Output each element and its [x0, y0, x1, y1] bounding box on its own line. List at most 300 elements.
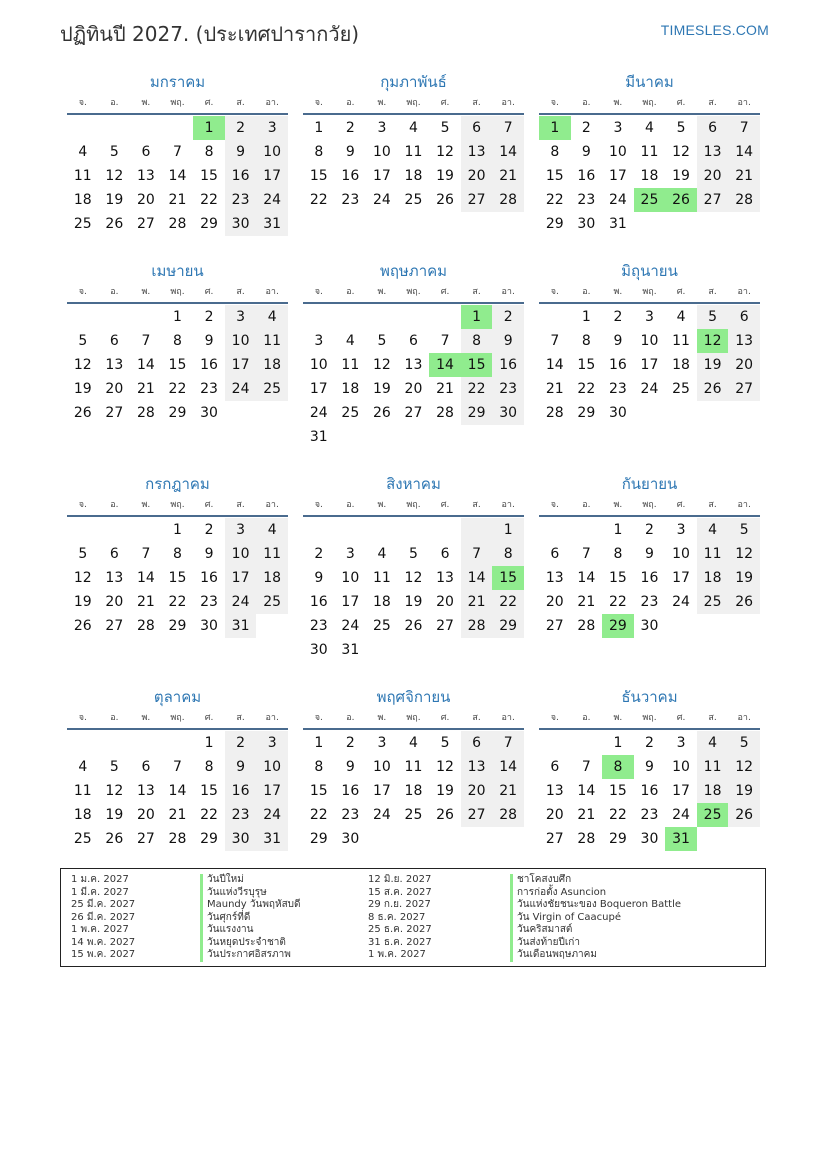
weekday-label: พ.	[613, 500, 623, 510]
legend-holiday-name: วันหยุดประจำชาติ	[200, 937, 301, 950]
day-cell: 2	[613, 309, 623, 325]
day-cell: 8	[204, 759, 214, 775]
month-block	[539, 260, 760, 425]
day-cell: 16	[200, 570, 218, 586]
weekday-label: ศ.	[204, 98, 214, 108]
day-cell: 15	[200, 783, 218, 799]
empty-cell	[398, 518, 430, 542]
weekday-label: อา.	[737, 98, 751, 108]
weekday-label: อ.	[346, 98, 355, 108]
legend-holiday-name: วันเดือนพฤษภาคม	[510, 949, 681, 962]
weekday-label: พฤ.	[642, 98, 657, 108]
weekday-label: จ.	[550, 713, 559, 723]
day-cell: 26	[436, 807, 454, 823]
month-block	[303, 686, 524, 851]
weekday-label: พ.	[377, 500, 387, 510]
weekday-label: พ.	[613, 98, 623, 108]
weekday-header	[67, 708, 288, 730]
weekday-label: พฤ.	[170, 287, 185, 297]
day-cell: 12	[372, 357, 391, 373]
day-cell: 24	[225, 377, 257, 401]
day-cell: 19	[672, 168, 690, 184]
day-cell: 14	[545, 357, 564, 373]
day-cell: 27	[545, 831, 564, 847]
day-cell: 12	[436, 144, 454, 160]
empty-cell	[67, 305, 99, 329]
weekday-label: จ.	[78, 287, 87, 297]
day-cell: 31	[341, 642, 360, 658]
day-cell: 27	[105, 405, 124, 421]
weekday-label: จ.	[314, 713, 323, 723]
day-cell: 5	[728, 731, 760, 755]
weekday-label: พฤ.	[406, 713, 421, 723]
day-cell: 17	[309, 381, 328, 397]
day-cell: 4	[377, 546, 387, 562]
brand-logo-text[interactable]: TIMESLES.COM	[660, 22, 769, 38]
weekday-label: จ.	[314, 98, 323, 108]
weekday-label: พ.	[141, 713, 151, 723]
day-cell: 23	[200, 594, 218, 610]
weekday-label: ส.	[472, 98, 481, 108]
legend-holiday-name: Maundy วันพฤหัสบดี	[200, 899, 301, 912]
day-cell: 29	[309, 831, 328, 847]
day-cell: 1	[173, 309, 182, 325]
day-cell: 27	[136, 216, 155, 232]
day-cell: 22	[200, 192, 218, 208]
day-cell: 5	[728, 518, 760, 542]
day-cell: 30	[309, 642, 328, 658]
days-grid	[303, 731, 524, 851]
day-cell: 29	[461, 401, 493, 425]
day-cell: 21	[577, 807, 596, 823]
day-cell: 10	[225, 329, 257, 353]
weekday-label: พฤ.	[406, 98, 421, 108]
day-cell: 13	[105, 570, 124, 586]
day-cell: 5	[78, 546, 88, 562]
weekday-label: อ.	[582, 98, 591, 108]
weekday-label: จ.	[78, 98, 87, 108]
holiday-legend	[60, 868, 766, 967]
weekday-header	[67, 495, 288, 517]
weekday-label: พฤ.	[170, 713, 185, 723]
weekday-label: ส.	[708, 98, 717, 108]
day-cell: 30	[492, 401, 524, 425]
day-cell: 26	[105, 831, 124, 847]
day-cell: 14	[168, 783, 187, 799]
day-cell: 19	[105, 807, 124, 823]
day-cell: 7	[492, 116, 524, 140]
day-cell: 6	[550, 759, 560, 775]
day-cell: 10	[608, 144, 627, 160]
legend-date: 25 มี.ค. 2027	[71, 899, 136, 910]
day-cell: 18	[672, 357, 690, 373]
weekday-label: ส.	[472, 713, 481, 723]
legend-date: 8 ธ.ค. 2027	[368, 911, 426, 923]
day-cell: 21	[461, 590, 493, 614]
day-cell: 11	[73, 783, 92, 799]
month-block	[303, 260, 524, 449]
day-cell: 22	[608, 807, 627, 823]
day-cell: 3	[314, 333, 324, 349]
day-cell: 29	[608, 831, 627, 847]
day-cell: 6	[697, 116, 729, 140]
month-name: กันยายน	[621, 475, 678, 493]
month-name: พฤศจิกายน	[376, 688, 451, 706]
day-cell: 10	[372, 144, 391, 160]
day-cell: 13	[436, 570, 454, 586]
day-cell: 24	[672, 807, 690, 823]
weekday-label: ส.	[236, 287, 245, 297]
weekday-label: จ.	[78, 500, 87, 510]
weekday-label: อ.	[346, 713, 355, 723]
day-cell: 3	[645, 309, 654, 325]
day-cell: 23	[577, 192, 596, 208]
day-cell: 11	[256, 329, 288, 353]
day-cell: 27	[105, 618, 124, 634]
day-cell: 4	[409, 120, 418, 136]
legend-right-names	[510, 874, 681, 962]
day-cell: 9	[225, 140, 257, 164]
legend-holiday-name: วันประกาศอิสรภาพ	[200, 949, 301, 962]
day-cell: 23	[640, 807, 659, 823]
day-cell: 5	[78, 333, 88, 349]
day-cell: 16	[309, 594, 328, 610]
day-cell: 15	[168, 357, 187, 373]
day-cell: 20	[461, 164, 493, 188]
day-cell: 18	[341, 381, 360, 397]
day-cell: 3	[256, 116, 288, 140]
day-cell: 21	[168, 192, 187, 208]
weekday-label: อา.	[501, 98, 515, 108]
day-cell: 18	[404, 783, 423, 799]
day-cell: 26	[372, 405, 391, 421]
days-grid	[539, 518, 760, 638]
empty-cell	[67, 518, 99, 542]
day-cell: 2	[645, 735, 654, 751]
day-cell: 13	[461, 755, 493, 779]
weekday-header	[539, 282, 760, 304]
day-cell: 17	[672, 570, 690, 586]
weekday-label: ศ.	[204, 500, 214, 510]
day-cell: 13	[404, 357, 423, 373]
empty-cell	[366, 305, 398, 329]
legend-holiday-name: วันแรงงาน	[200, 924, 301, 937]
day-cell: 3	[225, 305, 257, 329]
day-cell: 7	[173, 144, 182, 160]
day-cell: 15	[577, 357, 596, 373]
day-cell: 26	[728, 590, 760, 614]
empty-cell	[429, 518, 461, 542]
day-cell: 18	[256, 566, 288, 590]
day-cell: 21	[492, 779, 524, 803]
day-cell: 3	[676, 735, 686, 751]
day-cell: 21	[577, 594, 596, 610]
day-cell: 10	[225, 542, 257, 566]
day-cell: 4	[676, 309, 686, 325]
day-cell: 21	[136, 594, 155, 610]
day-cell: 11	[73, 168, 92, 184]
day-cell: 17	[372, 783, 391, 799]
day-cell: 5	[676, 120, 686, 136]
day-cell: 7	[173, 759, 182, 775]
legend-date: 1 พ.ค. 2027	[368, 949, 426, 960]
day-cell: 3	[676, 522, 686, 538]
day-cell: 23	[200, 381, 218, 397]
weekday-label: อา.	[265, 713, 279, 723]
day-cell: 30	[225, 827, 257, 851]
day-cell: 8	[204, 144, 214, 160]
day-cell: 14	[577, 570, 596, 586]
legend-date: 29 ก.ย. 2027	[368, 899, 431, 910]
weekday-label: จ.	[314, 287, 323, 297]
day-cell: 12	[73, 570, 92, 586]
legend-holiday-name: วันแห่งชัยชนะของ Boqueron Battle	[510, 899, 681, 912]
day-cell: 24	[309, 405, 328, 421]
month-name: สิงหาคม	[386, 475, 441, 493]
day-cell: 27	[728, 377, 760, 401]
weekday-header	[303, 93, 524, 115]
weekday-header	[303, 495, 524, 517]
day-cell: 4	[256, 305, 288, 329]
day-cell: 9	[581, 144, 591, 160]
day-cell: 24	[372, 807, 391, 823]
day-cell: 6	[409, 333, 418, 349]
month-name: มกราคม	[149, 73, 206, 91]
day-cell: 5	[440, 120, 450, 136]
day-cell: 22	[492, 590, 524, 614]
weekday-label: พ.	[377, 98, 387, 108]
holiday-day-cell: 12	[697, 329, 729, 353]
days-grid	[539, 731, 760, 851]
day-cell: 5	[697, 305, 729, 329]
day-cell: 3	[345, 546, 355, 562]
day-cell: 25	[404, 807, 423, 823]
day-cell: 26	[105, 216, 124, 232]
day-cell: 26	[404, 618, 423, 634]
day-cell: 18	[404, 168, 423, 184]
day-cell: 22	[577, 381, 596, 397]
day-cell: 29	[200, 216, 218, 232]
day-cell: 11	[697, 755, 729, 779]
day-cell: 24	[672, 594, 690, 610]
day-cell: 25	[404, 192, 423, 208]
weekday-label: ศ.	[440, 500, 450, 510]
day-cell: 24	[256, 188, 288, 212]
day-cell: 11	[697, 542, 729, 566]
weekday-label: อ.	[110, 713, 119, 723]
day-cell: 2	[345, 735, 355, 751]
legend-holiday-name: วัน Virgin of Caacupé	[510, 912, 681, 925]
day-cell: 2	[581, 120, 591, 136]
day-cell: 7	[141, 546, 151, 562]
days-grid	[539, 305, 760, 425]
weekday-label: จ.	[314, 500, 323, 510]
day-cell: 28	[545, 405, 564, 421]
holiday-day-cell: 31	[665, 827, 697, 851]
weekday-label: พ.	[377, 287, 387, 297]
day-cell: 11	[372, 570, 391, 586]
holiday-day-cell: 15	[461, 353, 493, 377]
day-cell: 30	[640, 831, 659, 847]
day-cell: 31	[608, 216, 627, 232]
day-cell: 20	[545, 594, 564, 610]
day-cell: 30	[577, 216, 596, 232]
holiday-day-cell: 25	[697, 803, 729, 827]
weekday-label: ศ.	[204, 713, 214, 723]
day-cell: 4	[78, 144, 88, 160]
day-cell: 19	[73, 381, 92, 397]
day-cell: 9	[314, 570, 324, 586]
day-cell: 18	[697, 566, 729, 590]
day-cell: 27	[404, 405, 423, 421]
day-cell: 28	[492, 188, 524, 212]
day-cell: 22	[545, 192, 564, 208]
empty-cell	[398, 305, 430, 329]
day-cell: 9	[645, 759, 654, 775]
day-cell: 19	[728, 779, 760, 803]
weekday-label: พ.	[141, 98, 151, 108]
day-cell: 2	[225, 116, 257, 140]
weekday-label: อา.	[265, 98, 279, 108]
day-cell: 22	[608, 594, 627, 610]
day-cell: 10	[341, 570, 360, 586]
days-grid	[67, 518, 288, 638]
day-cell: 19	[73, 594, 92, 610]
day-cell: 5	[109, 759, 119, 775]
weekday-label: ส.	[236, 713, 245, 723]
day-cell: 12	[404, 570, 423, 586]
holiday-day-cell: 1	[461, 305, 493, 329]
days-grid	[67, 731, 288, 851]
day-cell: 26	[728, 803, 760, 827]
day-cell: 10	[640, 333, 659, 349]
holiday-day-cell: 14	[429, 353, 461, 377]
day-cell: 12	[728, 755, 760, 779]
day-cell: 6	[461, 116, 493, 140]
day-cell: 12	[436, 759, 454, 775]
weekday-label: อา.	[501, 500, 515, 510]
day-cell: 22	[309, 807, 328, 823]
empty-cell	[67, 116, 99, 140]
day-cell: 16	[200, 357, 218, 373]
weekday-label: อา.	[737, 500, 751, 510]
day-cell: 19	[728, 566, 760, 590]
day-cell: 23	[225, 188, 257, 212]
day-cell: 30	[225, 212, 257, 236]
weekday-label: จ.	[550, 287, 559, 297]
empty-cell	[67, 731, 99, 755]
legend-holiday-name: วันปีใหม่	[200, 874, 301, 887]
legend-date: 31 ธ.ค. 2027	[368, 936, 432, 948]
day-cell: 26	[73, 405, 92, 421]
day-cell: 7	[581, 759, 591, 775]
day-cell: 15	[608, 783, 627, 799]
day-cell: 28	[461, 614, 493, 638]
day-cell: 29	[492, 614, 524, 638]
empty-cell	[99, 731, 131, 755]
day-cell: 19	[404, 594, 423, 610]
day-cell: 14	[728, 140, 760, 164]
weekday-label: ส.	[708, 500, 717, 510]
month-block	[67, 260, 288, 425]
day-cell: 11	[404, 759, 423, 775]
day-cell: 13	[105, 357, 124, 373]
day-cell: 2	[204, 522, 214, 538]
day-cell: 18	[697, 779, 729, 803]
day-cell: 23	[640, 594, 659, 610]
weekday-label: พ.	[613, 287, 623, 297]
day-cell: 25	[372, 618, 391, 634]
day-cell: 14	[136, 570, 155, 586]
day-cell: 3	[613, 120, 623, 136]
day-cell: 12	[73, 357, 92, 373]
weekday-label: อา.	[265, 500, 279, 510]
day-cell: 10	[256, 140, 288, 164]
weekday-label: พฤ.	[406, 287, 421, 297]
weekday-header	[539, 93, 760, 115]
day-cell: 29	[200, 831, 218, 847]
day-cell: 25	[73, 831, 92, 847]
empty-cell	[162, 731, 194, 755]
weekday-label: ส.	[236, 98, 245, 108]
day-cell: 16	[640, 570, 659, 586]
empty-cell	[366, 518, 398, 542]
day-cell: 13	[461, 140, 493, 164]
day-cell: 6	[141, 759, 151, 775]
day-cell: 1	[204, 735, 214, 751]
weekday-label: พ.	[613, 713, 623, 723]
weekday-header	[539, 495, 760, 517]
day-cell: 16	[225, 164, 257, 188]
day-cell: 25	[256, 590, 288, 614]
weekday-label: อา.	[737, 713, 751, 723]
day-cell: 15	[545, 168, 564, 184]
day-cell: 20	[136, 807, 155, 823]
day-cell: 11	[404, 144, 423, 160]
day-cell: 20	[105, 594, 124, 610]
weekday-label: อ.	[582, 287, 591, 297]
weekday-label: ศ.	[204, 287, 214, 297]
day-cell: 1	[581, 309, 591, 325]
day-cell: 8	[314, 759, 324, 775]
day-cell: 8	[613, 546, 623, 562]
day-cell: 23	[608, 381, 627, 397]
legend-left-names	[200, 874, 301, 962]
day-cell: 9	[345, 144, 355, 160]
day-cell: 2	[345, 120, 355, 136]
page-title: ปฏิทินปี 2027. (ประเทศปารากวัย)	[60, 22, 360, 46]
weekday-label: ศ.	[440, 713, 450, 723]
weekday-label: อ.	[346, 287, 355, 297]
day-cell: 13	[136, 168, 155, 184]
day-cell: 8	[314, 144, 324, 160]
day-cell: 16	[577, 168, 596, 184]
day-cell: 7	[141, 333, 151, 349]
weekday-label: พ.	[141, 287, 151, 297]
day-cell: 29	[168, 618, 187, 634]
day-cell: 15	[309, 783, 328, 799]
day-cell: 21	[136, 381, 155, 397]
day-cell: 20	[461, 779, 493, 803]
month-name: มีนาคม	[625, 73, 674, 91]
weekday-label: ส.	[236, 500, 245, 510]
empty-cell	[571, 731, 603, 755]
day-cell: 24	[256, 803, 288, 827]
day-cell: 31	[256, 827, 288, 851]
weekday-label: ศ.	[440, 287, 450, 297]
empty-cell	[539, 731, 571, 755]
day-cell: 21	[168, 807, 187, 823]
